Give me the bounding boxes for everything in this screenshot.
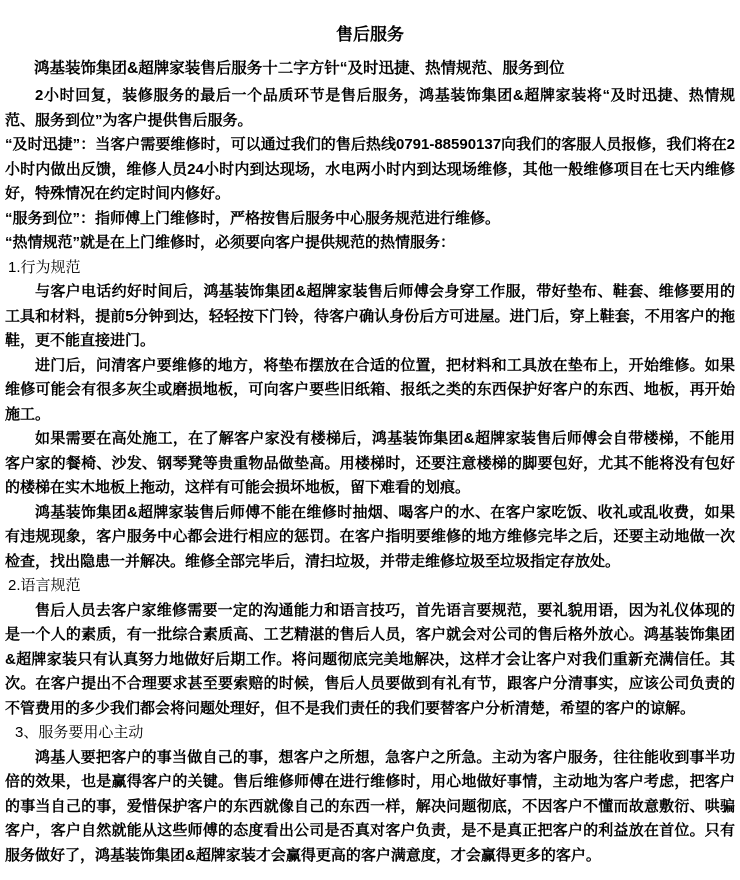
paragraph-service-in-place: “服务到位”：指师傅上门维修时，严格按售后服务中心服务规范进行维修。 (5, 209, 501, 227)
paragraph-behavior-4: 鸿基装饰集团&超牌家装售后师傅不能在维修时抽烟、喝客户的水、在客户家吃饭、收礼或乱收费，如果有违规现象，客户服务中心都会进行相应的惩罚。在客户指明要维修的地方维修完毕之后，还要主动地做一次检查，找出隐患一并解决。维修全部完毕后，清扫垃圾，并带走维修垃圾至垃圾指定存放处。 (5, 503, 735, 570)
paragraph-language-standards: 售后人员去客户家维修需要一定的沟通能力和语言技巧，首先语言要规范，要礼貌用语，因为礼仪体现的是一个人的素质，有一批综合素质高、工艺精湛的售后人员，客户就会对公司的售后格外放心。鸿基装饰集团&超牌家装只有认真努力地做好后期工作。将问题彻底完美地解决，这样才会让客户对我们重新充满信任。其次。在客户提出不合理要求甚至要索赔的时候，售后人员要做到有礼有节，跟客户分清事实，应该公司负责的不管费用的多少我们都会将问题处理好，但不是我们责任的我们要替客户分析清楚，希望的客户的谅解。 (5, 601, 735, 717)
paragraph-behavior-2: 进门后，问清客户要维修的地方，将垫布摆放在合适的位置，把材料和工具放在垫布上，开始维修。如果维修可能会有很多灰尘或磨损地板，可向客户要些旧纸箱、报纸之类的东西保护好客户的东西、地板，再开始施工。 (5, 356, 735, 423)
heading-language-standards: 2.语言规范 (8, 577, 81, 594)
paragraph-behavior-1: 与客户电话约好时间后，鸿基装饰集团&超牌家装售后师傅会身穿工作服，带好垫布、鞋套、维修要用的工具和材料，提前5分钟到达，轻轻按下门铃，待客户确认身份后方可进屋。进门后，穿上鞋套，不用客户的拖鞋，更不能直接进门。 (5, 283, 735, 349)
document-subtitle: 鸿基装饰集团&超牌家装售后服务十二字方针“及时迅捷、热情规范、服务到位 (34, 60, 565, 77)
paragraph-timely-response: “及时迅捷”：当客户需要维修时，可以通过我们的售后热线0791-88590137向我们的客服人员报修，我们将在2小时内做出反馈，维修人员24小时内到达现场，水电两小时内到达现场维修，其他一般维修项目在七天内维修好，特殊情况在约定时间内修好。 (5, 136, 735, 202)
heading-behavior-standards: 1.行为规范 (8, 258, 81, 276)
paragraph-warm-standards: “热情规范”就是在上门维修时，必须要向客户提供规范的热情服务： (5, 234, 456, 251)
heading-proactive-service: 3、服务要用心主动 (15, 724, 144, 741)
paragraph-behavior-3: 如果需要在高处施工，在了解客户家没有楼梯后，鸿基装饰集团&超牌家装售后师傅会自带楼梯，不能用客户家的餐椅、沙发、钢琴凳等贵重物品做垫高。用楼梯时，还要注意楼梯的脚要包好，尤其不能将没有包好的楼梯在实木地板上拖动，这样有可能会损坏地板，留下难看的划痕。 (5, 430, 735, 496)
paragraph-intro: 2小时回复，装修服务的最后一个品质环节是售后服务，鸿基装饰集团&超牌家装将“及时迅捷、热情规范、服务到位”为客户提供售后服务。 (5, 87, 735, 129)
paragraph-proactive-service: 鸿基人要把客户的事当做自己的事，想客户之所想，急客户之所急。主动为客户服务，往往能收到事半功倍的效果，也是赢得客户的关键。售后维修师傅在进行维修时，用心地做好事情，主动地为客户考虑，把客户的事当自己的事，爱惜保护客户的东西就像自己的东西一样，解决问题彻底，不因客户不懂而故意敷衍、哄骗客户，客户自然就能从这些师傅的态度看出公司是否真对客户负责，是不是真正把客户的利益放在首位。只有服务做好了，鸿基装饰集团&超牌家装才会赢得更高的客户满意度，才会赢得更多的客户。 (5, 748, 735, 864)
document-title: 售后服务 (336, 25, 404, 44)
